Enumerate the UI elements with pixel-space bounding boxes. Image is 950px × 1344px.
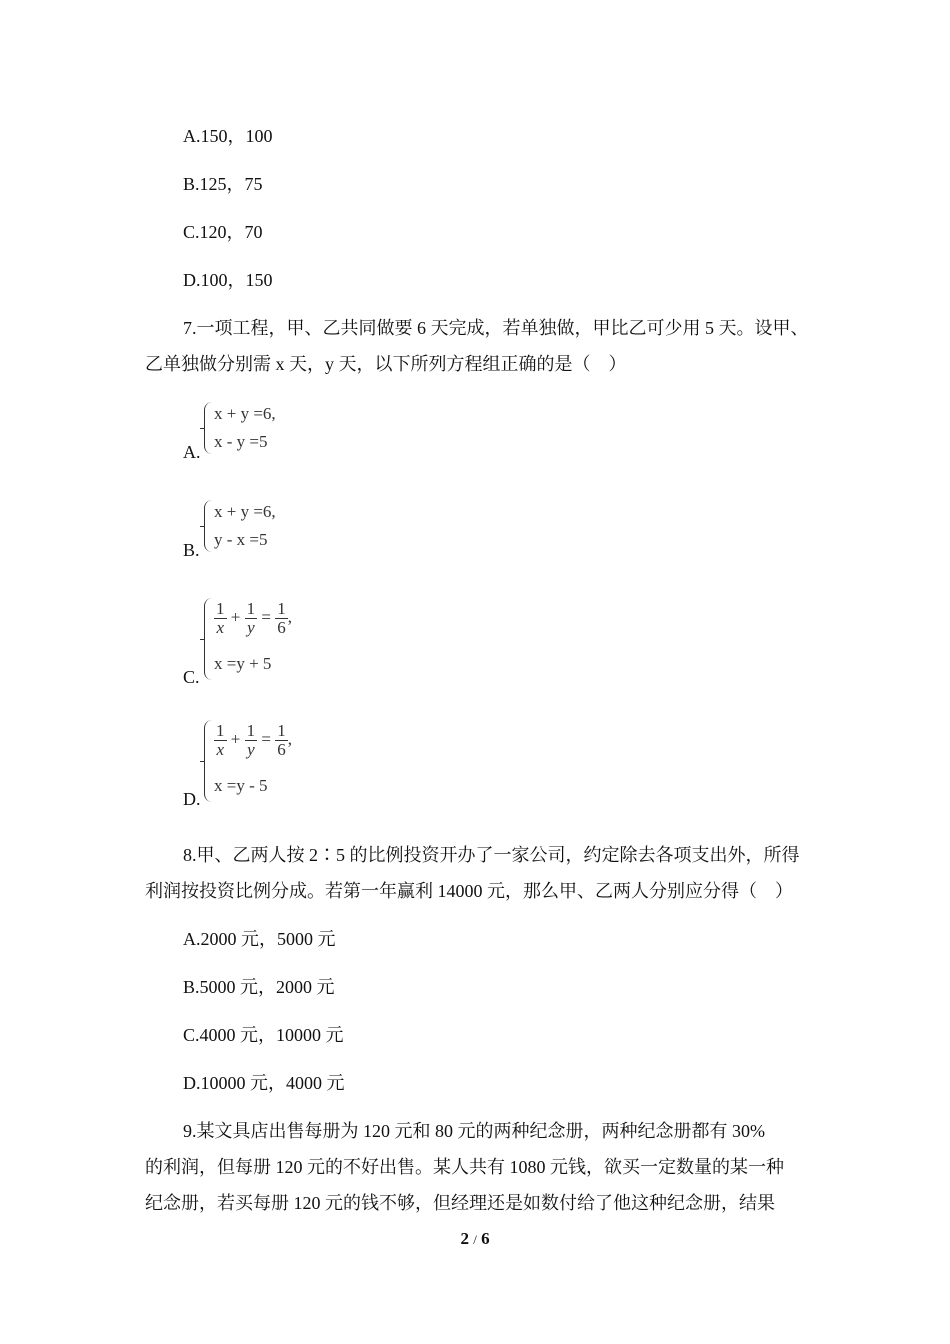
q8-option-b: B.5000 元，2000 元 [183, 977, 335, 997]
fraction: $\frac{1}{x}$ [216, 721, 225, 759]
q7-option-b-label: B. [183, 540, 200, 560]
q8-stem-line1: 8.甲、乙两人按 2∶5 的比例投资开办了一家公司，约定除去各项支出外，所得 [183, 845, 800, 865]
q8-stem-line2: 利润按投资比例分成。若第一年赢利 14000 元，那么甲、乙两人分别应分得（ ） [145, 881, 793, 901]
q7-stem-line2: 乙单独做分别需 x 天，y 天，以下所列方程组正确的是（ ） [145, 354, 627, 374]
brace [204, 598, 212, 680]
q7-stem-line1: 7.一项工程，甲、乙共同做要 6 天完成，若单独做，甲比乙可少用 5 天。设甲、 [183, 318, 809, 338]
brace [204, 720, 212, 802]
fraction: $\frac{1}{y}$ [246, 721, 256, 759]
q7-option-b-equation [204, 500, 314, 552]
q8-option-a: A.2000 元，5000 元 [183, 929, 336, 949]
q7-option-d-label: D. [183, 789, 201, 809]
equation-row-1: $\frac{1}{x}$ + $\frac{1}{y}$ = $\frac{1}{6}$ , [216, 721, 292, 759]
q8-option-d: D.10000 元，4000 元 [183, 1073, 345, 1093]
fraction: $\frac{1}{x}$ [216, 599, 225, 637]
fraction: $\frac{1}{6}$ [277, 721, 286, 759]
q6-option-c: C.120，70 [183, 222, 263, 242]
q6-option-b: B.125，75 [183, 174, 263, 194]
brace [204, 500, 212, 552]
equation-row-1: $\frac{1}{x}$ + $\frac{1}{y}$ = $\frac{1}{6}$ , [216, 599, 292, 637]
q9-stem-line1: 9.某文具店出售每册为 120 元和 80 元的两种纪念册，两种纪念册都有 30% [183, 1121, 765, 1141]
equation-row-1: x + y =6, [214, 404, 276, 423]
equation-row-2: x =y + 5 [214, 654, 272, 673]
equation-row-2: x =y - 5 [214, 776, 268, 795]
fraction: $\frac{1}{6}$ [277, 599, 286, 637]
brace [204, 402, 212, 454]
q6-option-a: A.150，100 [183, 126, 273, 146]
page-number [0, 1229, 950, 1249]
q9-stem-line3: 纪念册，若买每册 120 元的钱不够，但经理还是如数付给了他这种纪念册，结果 [145, 1193, 775, 1213]
q7-option-c-label: C. [183, 667, 200, 687]
q8-option-c: C.4000 元，10000 元 [183, 1025, 344, 1045]
equation-row-2: x - y =5 [214, 432, 268, 451]
q7-option-a-label: A. [183, 442, 201, 462]
page-current: 2 [460, 1229, 469, 1248]
fraction: $\frac{1}{y}$ [246, 599, 256, 637]
equation-row-1: x + y =6, [214, 502, 276, 521]
q7-option-c-equation [204, 598, 324, 680]
q6-option-d: D.100，150 [183, 270, 273, 290]
q7-option-a-equation [204, 402, 314, 454]
q9-stem-line2: 的利润，但每册 120 元的不好出售。某人共有 1080 元钱，欲买一定数量的某一种 [145, 1157, 784, 1177]
q7-option-d-equation [204, 720, 324, 802]
page-total: 6 [481, 1229, 490, 1248]
page-separator: / [473, 1232, 477, 1247]
equation-row-2: y - x =5 [214, 530, 268, 549]
